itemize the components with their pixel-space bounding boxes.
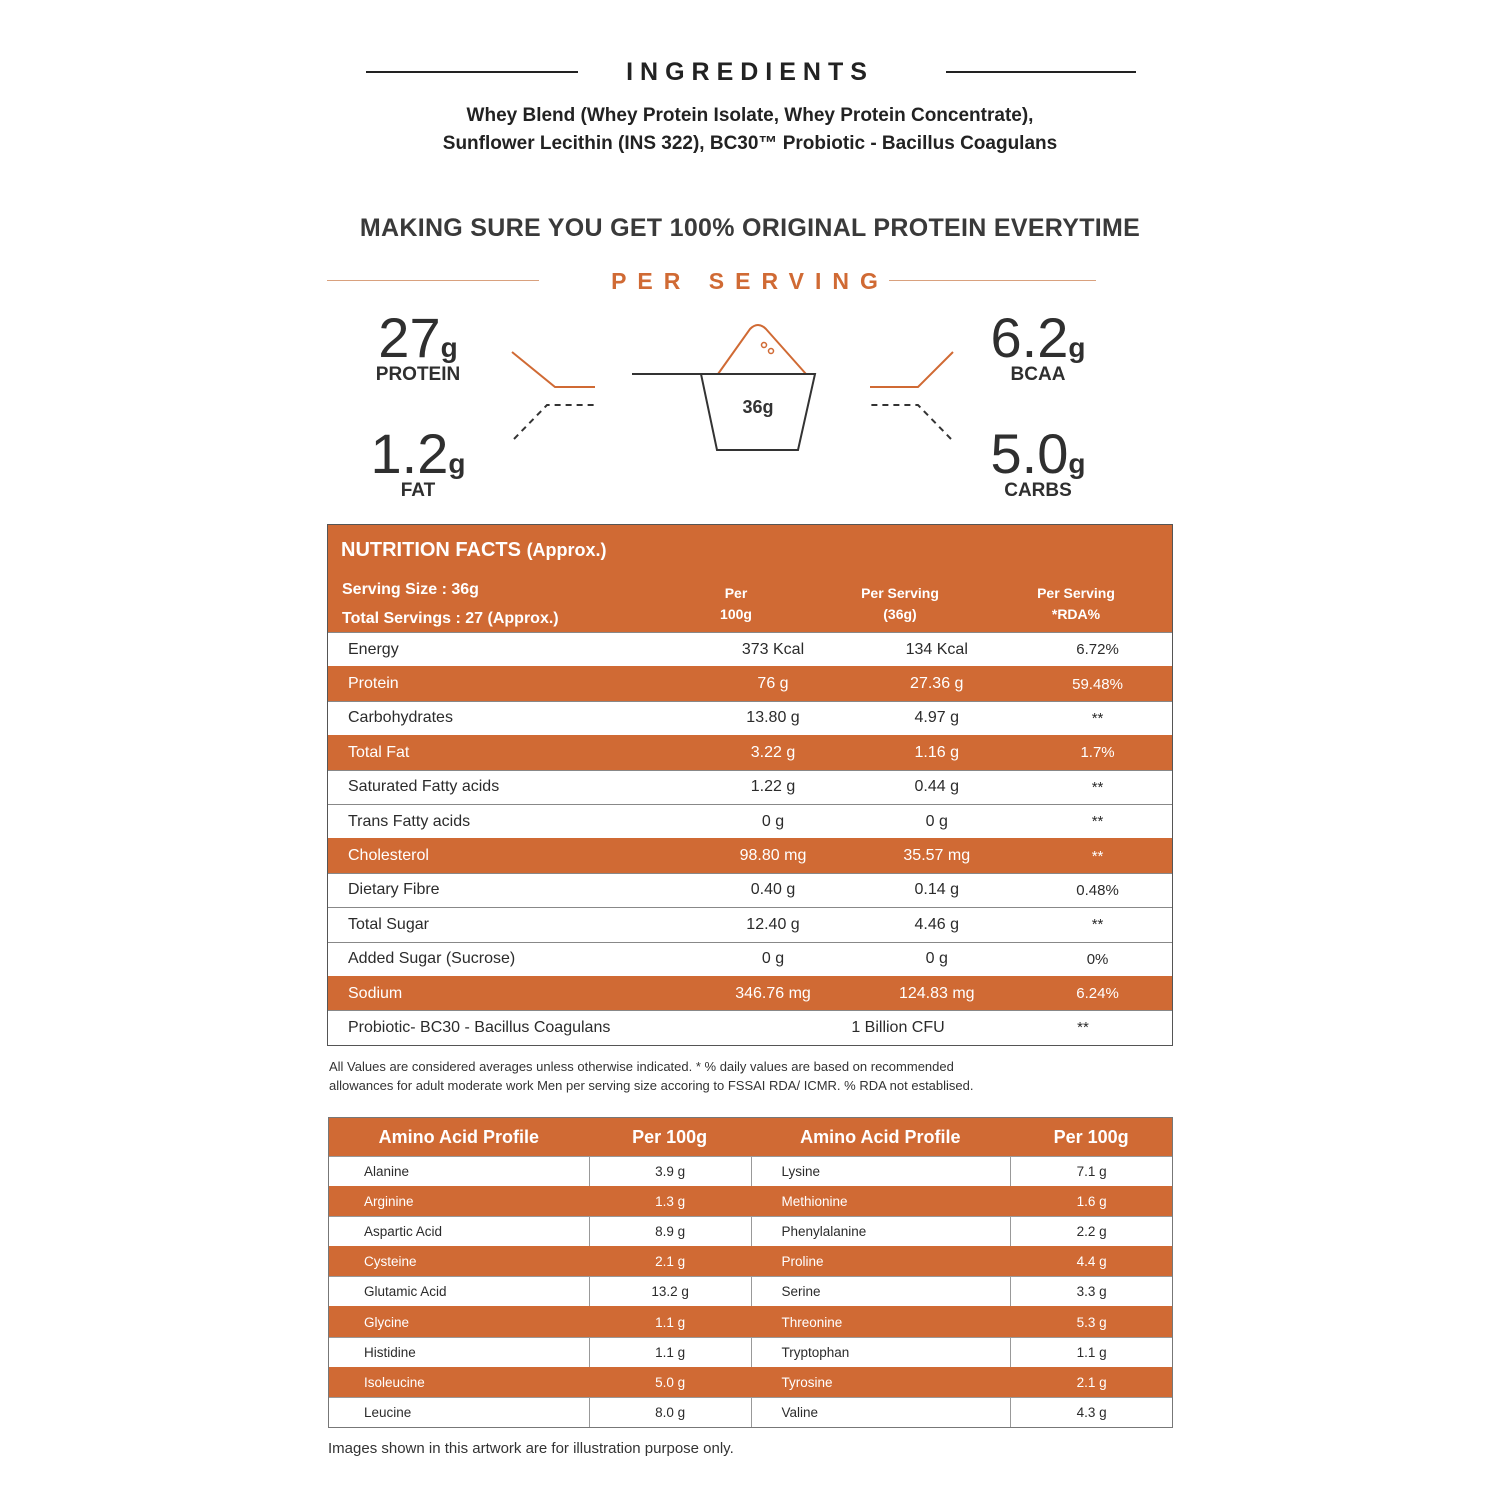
serving-info [342,575,559,633]
per-serving-value: 4.46 g [914,915,959,933]
fat-value: 1.2g [370,422,466,485]
nutrition-row [328,942,1172,976]
nutrient-name: Cholesterol [348,847,429,865]
powder-mound [718,325,806,374]
bcaa-value: 6.2g [990,306,1086,369]
amino-value-left: 8.9 g [589,1217,751,1246]
powder-dot [762,343,767,348]
amino-name-right: Serine [751,1277,1011,1306]
amino-row [329,1156,1172,1186]
nutrition-row [328,735,1172,769]
nutrient-name: Total Fat [348,743,410,761]
rda-value: 59.48% [1072,675,1123,693]
per-serving-value: 27.36 g [910,675,964,693]
per-serving-value: 35.57 mg [903,847,971,865]
per-100g-value: 0 g [761,950,785,968]
amino-row [329,1246,1172,1276]
rda-value: ** [1091,778,1104,796]
per-100g-value: 13.80 g [746,709,800,727]
amino-name-right: Phenylalanine [751,1217,1011,1246]
nutrition-row [328,632,1172,666]
amino-name-left: Glycine [364,1314,410,1330]
total-servings: Total Servings : 27 (Approx.) [342,610,559,627]
probiotic-name: Probiotic- BC30 - Bacillus Coagulans [348,1018,611,1036]
per-serving-value: 124.83 mg [898,984,975,1002]
amino-value-left: 1.1 g [589,1338,751,1367]
amino-row [329,1186,1172,1216]
amino-name-right: Threonine [751,1307,1011,1336]
ingredients-title: INGREDIENTS [626,58,874,86]
amino-acid-table [328,1117,1173,1428]
headline: MAKING SURE YOU GET 100% ORIGINAL PROTEIN EVERYTIME [359,214,1141,242]
rda-value: 6.24% [1076,985,1119,1003]
amino-name-right: Tyrosine [751,1368,1011,1397]
per-serving-value: 0.44 g [914,778,959,796]
col-per-serving: Per Serving (36g) [861,585,939,622]
amino-name-left: Isoleucine [364,1374,425,1390]
powder-dot [769,349,774,354]
amino-value-right: 5.3 g [1010,1307,1172,1336]
amino-name-right: Proline [751,1247,1011,1276]
amino-header-value-left: Per 100g [632,1126,708,1147]
amino-name-right: Methionine [751,1187,1011,1216]
bcaa-label: BCAA [1010,364,1066,385]
carbs-label: CARBS [1004,480,1072,501]
amino-value-left: 2.1 g [589,1247,751,1276]
amino-header [329,1118,1172,1156]
protein-label: PROTEIN [375,364,461,385]
nutrition-row [328,770,1172,804]
protein-value: 27g [378,306,458,369]
per-100g-value: 346.76 mg [735,984,811,1002]
rda-value: ** [1091,847,1104,865]
nutrient-name: Saturated Fatty acids [348,778,500,796]
per-100g-value: 76 g [757,675,789,693]
fat-label: FAT [400,480,436,501]
amino-value-right: 3.3 g [1010,1277,1172,1306]
per-100g-value: 0 g [761,812,785,830]
nutrition-row-probiotic [328,1010,1172,1044]
per-serving-value: 4.97 g [914,709,959,727]
ingredients-line-1: Whey Blend (Whey Protein Isolate, Whey Protein Concentrate), [466,105,1034,126]
amino-value-left: 1.3 g [589,1187,751,1216]
nutrient-name: Protein [348,675,399,693]
nutrient-name: Dietary Fibre [348,881,440,899]
probiotic-rda: ** [1077,1019,1089,1037]
amino-row [329,1276,1172,1306]
amino-value-left: 3.9 g [589,1157,751,1186]
per-100g-value: 373 Kcal [741,640,805,658]
per-100g-value: 1.22 g [750,778,796,796]
amino-header-name-right: Amino Acid Profile [800,1126,961,1147]
nutrition-row [328,666,1172,700]
amino-row [329,1397,1172,1427]
amino-value-right: 2.2 g [1010,1217,1172,1246]
per-serving-value: 0 g [925,812,948,830]
per-serving-value: 0.14 g [914,881,959,899]
rda-value: 0.48% [1076,881,1119,899]
rda-value: 1.7% [1080,744,1115,762]
amino-name-left: Glutamic Acid [364,1284,447,1300]
nutrition-row [328,907,1172,941]
amino-name-left: Leucine [364,1404,412,1420]
nutrition-row [328,701,1172,735]
per-100g-value: 3.22 g [750,743,796,761]
footer-disclaimer: Images shown in this artwork are for illustration purpose only. [328,1440,734,1457]
nutrition-row [328,976,1172,1010]
amino-value-left: 5.0 g [589,1368,751,1397]
amino-value-right: 4.4 g [1010,1247,1172,1276]
amino-value-right: 7.1 g [1010,1157,1172,1186]
amino-value-right: 1.6 g [1010,1187,1172,1216]
nutrition-title: NUTRITION FACTS (Approx.) [341,539,607,561]
amino-name-left: Alanine [364,1164,410,1180]
nutrient-name: Sodium [348,984,403,1002]
nutrition-header [328,525,1172,632]
rda-value: ** [1091,916,1104,934]
nutrient-name: Energy [348,640,399,658]
ingredients-line-2: Sunflower Lecithin (INS 322), BC30™ Probiotic - Bacillus Coagulans [442,133,1058,154]
carbs-value: 5.0g [990,422,1086,485]
probiotic-serving: 1 Billion CFU [851,1018,945,1036]
amino-row [329,1216,1172,1246]
nutrition-row [328,804,1172,838]
amino-name-right: Valine [751,1398,1011,1427]
amino-name-left: Cysteine [364,1254,417,1270]
nutrient-name: Trans Fatty acids [348,812,471,830]
amino-name-right: Tryptophan [751,1338,1011,1367]
nutrient-name: Total Sugar [348,915,429,933]
rda-value: ** [1091,813,1104,831]
per-100g-value: 98.80 mg [739,847,807,865]
per-100g-value: 12.40 g [746,915,800,933]
carbs-connector [870,405,951,439]
nutrition-facts-table [327,524,1173,1046]
scoop-label: 36g [742,397,774,417]
per-serving-value: 1.16 g [914,743,959,761]
per-serving-value: 0 g [925,950,948,968]
amino-row [329,1337,1172,1367]
amino-name-left: Arginine [364,1194,414,1210]
amino-name-right: Lysine [751,1157,1011,1186]
amino-value-left: 13.2 g [589,1277,751,1306]
nutrition-note [329,1057,1169,1095]
amino-value-right: 1.1 g [1010,1338,1172,1367]
amino-row [329,1306,1172,1336]
amino-value-right: 4.3 g [1010,1398,1172,1427]
col-per-100g: Per 100g [720,585,752,622]
per-serving-value: 134 Kcal [905,640,968,658]
serving-size: Serving Size : 36g [342,581,479,598]
rda-value: 0% [1086,950,1109,968]
amino-value-right: 2.1 g [1010,1368,1172,1397]
amino-value-left: 8.0 g [589,1398,751,1427]
protein-connector [512,352,595,387]
col-rda: Per Serving *RDA% [1037,585,1115,622]
amino-row [329,1367,1172,1397]
bcaa-connector [870,352,953,387]
amino-value-left: 1.1 g [589,1307,751,1336]
rda-value: 6.72% [1076,641,1119,659]
nutrient-name: Added Sugar (Sucrose) [348,950,516,968]
amino-name-left: Aspartic Acid [364,1224,443,1240]
scoop-illustration [500,315,1000,465]
nutrition-row [328,838,1172,872]
note-line-1: All Values are considered averages unless otherwise indicated. * % daily values are based on recommended [329,1059,954,1074]
per-serving-title: PER SERVING [611,268,889,294]
nutrient-name: Carbohydrates [348,709,453,727]
amino-name-left: Histidine [364,1344,416,1360]
fat-connector [514,405,595,439]
nutrition-row [328,873,1172,907]
rda-value: ** [1091,709,1104,727]
amino-header-name-left: Amino Acid Profile [378,1126,540,1147]
note-line-2: allowances for adult moderate work Men per serving size accoring to FSSAI RDA/ ICMR. % RDA not establised. [329,1078,974,1093]
per-100g-value: 0.40 g [750,881,796,899]
amino-header-value-right: Per 100g [1053,1126,1129,1147]
